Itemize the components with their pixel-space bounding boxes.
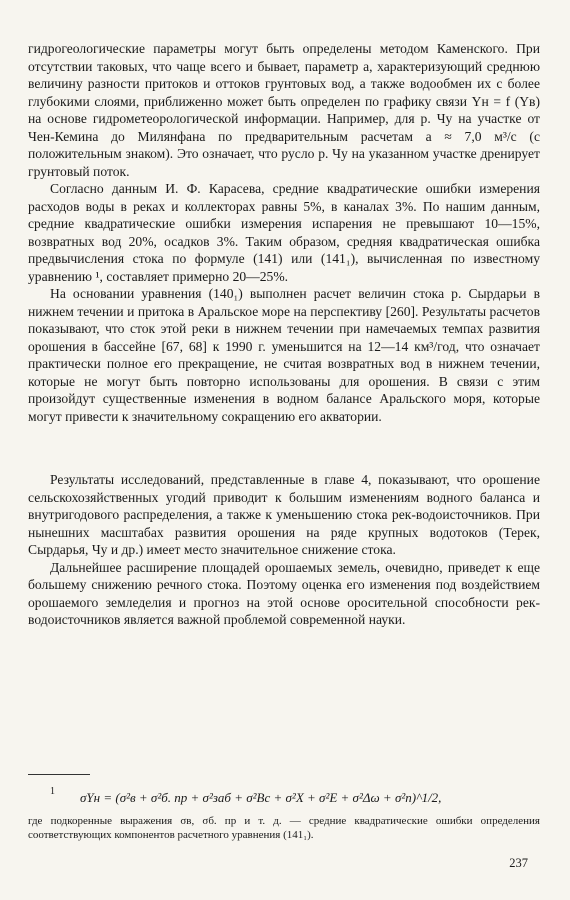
footnote-formula: σYн = (σ²в + σ²б. пр + σ²заб + σ²Bс + σ²X + σ²E + σ²Δω + σ²п)^1/2, (80, 790, 442, 805)
page-number: 237 (509, 856, 528, 870)
footnote-number: 1 (50, 786, 55, 797)
section-gap (28, 425, 540, 471)
paragraph-1: гидрогеологические параметры могут быть определены методом Каменского. При отсутствии таковых, что чаще всего и бывает, параметр a, характеризующий среднюю величину разности притоков и оттоков грунтовых вод, а также водообмен их с более глубокими слоями, приближенно может быть определен по графику связи Yн = f (Yв) на основе гидрометеорологической информации. Например, для р. Чу на участке от Чен-Кемина до Милянфана по предварительным расчетам a ≈ 7,0 м³/с (с положительным знаком). Это означает, что русло р. Чу на указанном участке дренирует грунтовый поток. (28, 41, 540, 179)
paragraph-2: Согласно данным И. Ф. Карасева, средние квадратические ошибки измерения расходов воды в реках и коллекторах равны 5%, в каналах 3%. По нашим данным, средние квадратические ошибки измерения испарения не превышают 10—15%, возвратных вод 20%, осадков 3%. Таким образом, средняя квадратическая ошибка предвычисления стока по формуле (141) или (141₁), вычисленная по известному уравнению ¹, составляет примерно 20—25%. (28, 181, 540, 284)
paragraph-3: На основании уравнения (140₁) выполнен расчет величин стока р. Сырдарьи в нижнем течении и притока в Аральское море на перспективу [260]. Результаты расчетов показывают, что сток этой реки в нижнем течении при намечаемых темпах развития орошения в бассейне [67, 68] к 1990 г. уменьшится на 12—14 км³/год, что означает практически полное его прекращение, не считая возвратных вод в нижнем течении, которые не могут быть повторно использованы для орошения. В связи с этим произойдут существенные изменения в водном балансе Аральского моря, которые могут привести к значительному сокращению его акватории. (28, 286, 540, 424)
page-body (28, 40, 540, 629)
paragraph-4: Результаты исследований, представленные в главе 4, показывают, что орошение сельскохозяйственных угодий приводит к большим изменениям водного баланса и внутригодового распределения, а также к уменьшению стока рек-водоисточников. При нынешних масштабах развития орошения на ряде крупных водотоков (Терек, Сырдарья, Чу и др.) имеет место значительное снижение стока. (28, 472, 540, 557)
paragraph-5: Дальнейшее расширение площадей орошаемых земель, очевидно, приведет к еще большему снижению речного стока. Поэтому оценка его изменения под воздействием орошаемого земледелия и прогноз на этой основе оросительной способности рек-водоисточников является важной проблемой современной науки. (28, 559, 540, 627)
footnote-text: где подкоренные выражения σв, σб. пр и т. д. — средние квадратические ошибки определения соответствующих компонентов расчетного уравнения (141₁). (28, 815, 540, 841)
footnote-rule (28, 774, 90, 775)
